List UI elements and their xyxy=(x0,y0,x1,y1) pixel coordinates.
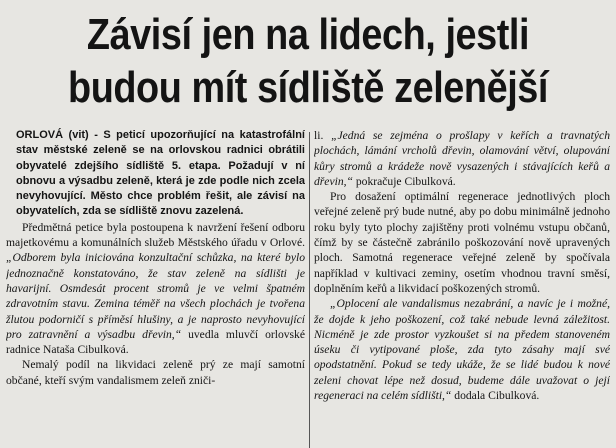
article-lead-text: S peticí upozorňující na katastrofální stav městské zeleně se na orlovskou radnici obrátili obyvatelé zdejšího sídliště 5. etapa. Požadují v ní obnovu a výsadbu zeleně, která je zde podle nich zcela nevyhovující. Město chce problém řešit, ale závisí na obyvatelích, zda se sídliště znovu zazelená. xyxy=(16,129,305,218)
article-headline xyxy=(43,0,573,114)
paragraph xyxy=(314,296,610,403)
quote-text: „Jedná se zejména o prošlapy v keřích a travnatých plochách, lámání vrcholů dřevin, olamování větví, olupování kůry stromů a krádeže nově vysazených i stávajících keřů a dřevin,“ xyxy=(314,129,610,188)
paragraph-text: li. xyxy=(314,129,332,142)
article-column-left xyxy=(6,128,305,448)
paragraph xyxy=(314,128,610,189)
article-byline: ORLOVÁ (vit) - xyxy=(16,129,104,141)
column-divider xyxy=(309,132,310,448)
paragraph xyxy=(6,220,305,358)
paragraph-text: pokračuje Cibulková. xyxy=(352,174,456,188)
paragraph-text: dodala Cibulková. xyxy=(451,389,540,403)
quote-text: „Oplocení ale vandalismus nezabrání, a navíc je i možné, že dojde k jeho poškození, což také nebude levná záležitost. Nicméně je zde prostor vyzkoušet si na předem stanoveném úseku či vytipované ploše, zda tyto zásahy mají své opodstatnění. Pokud se tedy ukáže, že se lidé budou k nové zeleni chovat lépe než dosud, budeme dále uvažovat o její regeneraci na celém sídlišti,“ xyxy=(314,297,610,403)
article-lead xyxy=(6,128,305,220)
paragraph-text: Předmětná petice byla postoupena k navržení řešení odboru majetkovému a komunálních služeb Městského úřadu v Orlové. xyxy=(6,220,305,250)
headline-line-2: budou mít sídliště zelenější xyxy=(68,63,548,112)
quote-text: „Odborem byla iniciována konzultační schůzka, na které bylo jednoznačně konstatováno, že stav zeleně na sídlišti je havarijní. Osmdesát procent stromů je ve velmi špatném zdravotním stavu. Zemina téměř na všech plochách je tvořena žlutou podorničí s příměsí hlušiny, a je naprosto nevyhovující pro zatravnění a výsadbu dřevin,“ xyxy=(6,251,305,341)
headline-line-1: Závisí jen na lidech, jestli xyxy=(86,10,530,59)
paragraph-text: uvedla mluvčí orlovské radnice Nataša Cibulková. xyxy=(6,327,305,357)
paragraph-text: Pro dosažení optimální regenerace jednotlivých ploch veřejné zeleně prý bude nutné, aby po dobu minimálně jednoho roku byly tyto plochy zajištěny proti volnému vstupu občanů, čímž by se částečně zabránilo poškozování nově upravených ploch. Samotná regenerace veřejné zeleně by spočívala například v kultivaci zeminy, osetím vhodnou travní směsí, doplněním keřů a likvidací poškozených stromů. xyxy=(314,190,610,295)
paragraph xyxy=(6,357,305,388)
article-column-right xyxy=(314,128,610,448)
paragraph-text: Nemalý podíl na likvidaci zeleně prý ze mají samotní občané, kteří svým vandalismem zeleň zniči- xyxy=(6,358,305,387)
paragraph xyxy=(314,189,610,296)
